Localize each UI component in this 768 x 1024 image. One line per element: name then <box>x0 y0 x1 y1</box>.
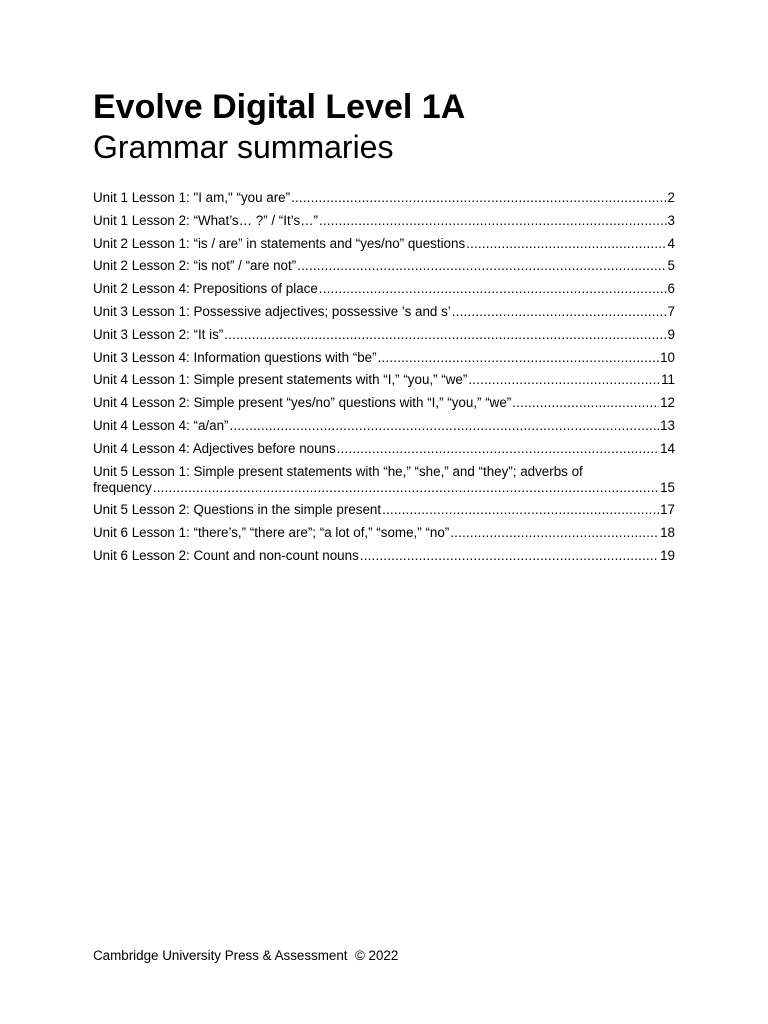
toc-leader-dots <box>297 258 666 274</box>
toc-item-label: Unit 1 Lesson 2: “What’s… ?” / “It’s…” <box>93 212 318 228</box>
toc-item-page: 2 <box>667 190 675 205</box>
toc-item-page: 10 <box>660 349 675 365</box>
toc-item[interactable] <box>93 350 675 366</box>
toc-item-label: Unit 2 Lesson 1: “is / are” in statements and “yes/no” questions <box>93 235 466 251</box>
toc-leader-dots <box>382 502 659 518</box>
toc-item-label: Unit 6 Lesson 1: “there’s,” “there are”; “a lot of,” “some,” “no” <box>93 525 450 541</box>
toc-item-page: 6 <box>667 281 675 297</box>
toc-leader-dots <box>378 350 660 366</box>
toc-item[interactable] <box>93 372 675 388</box>
toc-item[interactable] <box>93 548 675 564</box>
toc-item[interactable] <box>93 258 675 274</box>
toc-item-page: 5 <box>667 258 675 274</box>
toc-item-label-continuation <box>93 480 675 496</box>
toc-item-label: Unit 2 Lesson 4: Prepositions of place <box>93 281 318 297</box>
toc-item-page: 15 <box>660 479 675 495</box>
toc-item[interactable] <box>93 441 675 457</box>
toc-leader-dots <box>291 190 666 206</box>
toc-item-label: Unit 6 Lesson 2: Count and non-count nouns <box>93 547 359 563</box>
toc-item-label: Unit 3 Lesson 4: Information questions with “be” <box>93 349 377 365</box>
toc-item-page: 19 <box>660 547 675 563</box>
toc-item-label: Unit 5 Lesson 1: Simple present statements with “he,” “she,” and “they”; adverbs of <box>93 463 583 479</box>
toc-item[interactable] <box>93 213 675 229</box>
toc-item[interactable] <box>93 190 675 206</box>
toc-item[interactable] <box>93 395 675 411</box>
toc-item-label: Unit 4 Lesson 1: Simple present statements with “I,” “you,” “we” <box>93 372 468 388</box>
toc-item-label: Unit 5 Lesson 2: Questions in the simple present <box>93 502 382 518</box>
document-title: Evolve Digital Level 1A <box>93 88 466 126</box>
toc-leader-dots <box>224 327 666 343</box>
toc-leader-dots <box>319 281 667 297</box>
table-of-contents <box>93 190 675 571</box>
toc-item-page: 12 <box>660 395 675 411</box>
toc-leader-dots <box>360 548 659 564</box>
toc-leader-dots <box>319 213 667 229</box>
toc-item-page: 7 <box>667 303 675 319</box>
toc-item[interactable] <box>93 327 675 343</box>
toc-item-label: frequency <box>93 479 152 495</box>
toc-leader-dots <box>466 236 666 252</box>
toc-item[interactable] <box>93 525 675 541</box>
toc-item[interactable] <box>93 281 675 297</box>
toc-item[interactable] <box>93 304 675 320</box>
toc-item-page: 13 <box>660 417 675 433</box>
toc-leader-dots <box>512 395 659 411</box>
toc-item[interactable] <box>93 418 675 434</box>
toc-item-label: Unit 3 Lesson 1: Possessive adjectives; possessive ’s and s’ <box>93 303 451 319</box>
toc-item-page: 9 <box>667 326 675 342</box>
toc-item[interactable] <box>93 464 675 496</box>
toc-item-page: 4 <box>667 235 675 251</box>
toc-item-label: Unit 4 Lesson 4: “a/an” <box>93 417 229 433</box>
toc-leader-dots <box>337 441 659 457</box>
toc-item-page: 18 <box>660 525 675 541</box>
toc-item-label: Unit 1 Lesson 1: "I am," “you are” <box>93 190 291 205</box>
toc-leader-dots <box>450 525 659 541</box>
page-footer: Cambridge University Press & Assessment © 2022 <box>93 948 399 963</box>
toc-item[interactable] <box>93 236 675 252</box>
toc-leader-dots <box>229 418 659 434</box>
document-page <box>93 86 675 563</box>
toc-item-page: 11 <box>661 372 675 388</box>
toc-item-label: Unit 4 Lesson 4: Adjectives before nouns <box>93 440 336 456</box>
toc-leader-dots <box>452 304 667 320</box>
toc-item[interactable] <box>93 502 675 518</box>
toc-item-label: Unit 4 Lesson 2: Simple present “yes/no” questions with “I,” “you,” “we” <box>93 395 512 411</box>
toc-item-label: Unit 3 Lesson 2: “It is” <box>93 326 224 342</box>
toc-item-page: 17 <box>660 502 675 518</box>
toc-leader-dots <box>153 480 659 496</box>
toc-item-page: 14 <box>660 440 675 456</box>
toc-item-page: 3 <box>667 212 675 228</box>
toc-item-label: Unit 2 Lesson 2: “is not” / “are not” <box>93 258 297 274</box>
document-subtitle: Grammar summaries <box>93 129 394 165</box>
toc-leader-dots <box>468 372 660 388</box>
